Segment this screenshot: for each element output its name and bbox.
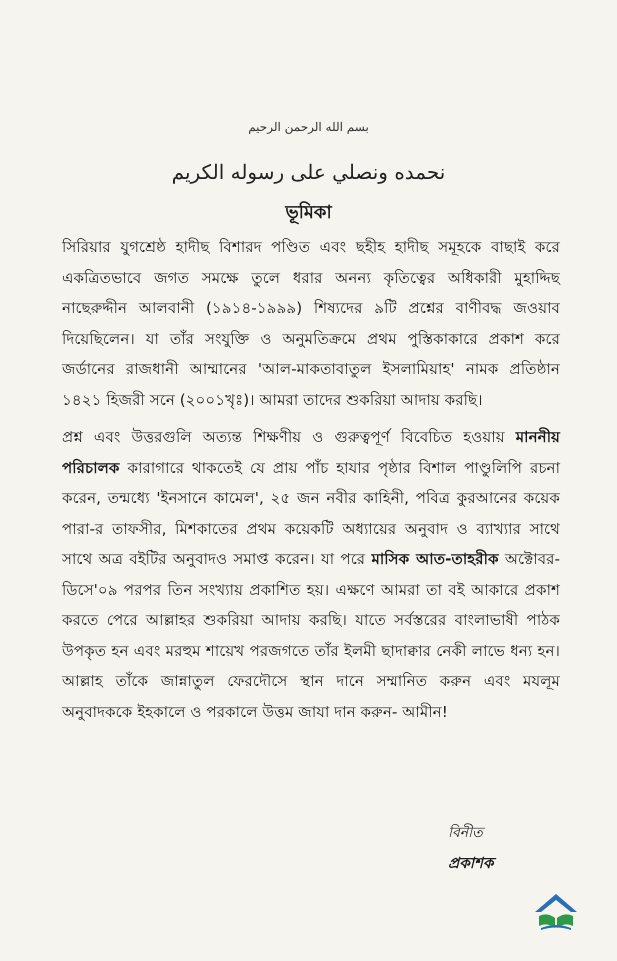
signature-publisher: প্রকাশক: [448, 854, 494, 872]
paragraph-2-part-1: প্রশ্ন এবং উত্তরগুলি অত্যন্ত শিক্ষণীয় ও গুরুত্বপূর্ণ বিবেচিত হওয়ায়: [62, 428, 516, 446]
paragraph-2: [62, 422, 560, 727]
publisher-logo-icon: [533, 892, 579, 932]
bismillah-text: بسم الله الرحمن الرحيم: [248, 120, 369, 134]
paragraph-2-part-3: অক্টোবর-ডিসে'০৯ পরপর তিন সংখ্যায় প্রকাশিত হয়। এক্ষণে আমরা তা বই আকারে প্রকাশ করতে পেরে আল্লাহর শুকরিয়া আদায় করছি। যাতে সর্বস্তরের বাংলাভাষী পাঠক উপকৃত হন এবং মরহুম শায়েখ পরজগতে তাঁর ইলমী ছাদাক্বার নেকী লাভে ধন্য হন। আল্লাহ তাঁকে জান্নাতুল ফেরদৌসে স্থান দানে সম্মানিত করুন এবং মযলূম অনুবাদককে ইহকালে ও পরকালে উত্তম জাযা দান করুন- আমীন!: [62, 550, 560, 721]
logo-roof-mark: [535, 894, 577, 912]
logo-base-mark: [541, 925, 571, 930]
page-title: ভূমিকা: [285, 202, 332, 223]
paragraph-1: সিরিয়ার যুগশ্রেষ্ঠ হাদীছ বিশারদ পণ্ডিত এবং ছহীহ হাদীছ সমূহকে বাছাই করে একত্রিতভাবে জগত সমক্ষে তুলে ধরার অনন্য কৃতিত্বের অধিকারী মুহাদ্দিছ নাছেরুদ্দীন আলবানী (১৯১৪-১৯৯৯) শিষ্যদের ৯টি প্রশ্নের বাণীবদ্ধ জওয়াব দিয়েছিলেন। যা তাঁর সংযুক্তি ও অনুমতিক্রমে প্রথম পুস্তিকাকারে প্রকাশ করে জর্ডানের রাজধানী আম্মানের 'আল-মাকতাবাতুল ইসলামিয়াহ' নামক প্রতিষ্ঠান ১৪২১ হিজরী সনে (২০০১খৃঃ)। আমরা তাদের শুকরিয়া আদায় করছি।: [62, 238, 560, 409]
paragraph-2-part-2: কারাগারে থাকতেই যে প্রায় পাঁচ হাযার পৃষ্ঠার বিশাল পাণ্ডুলিপি রচনা করেন, তন্মধ্যে 'ইনসানে কামেল', ২৫ জন নবীর কাহিনী, পবিত্র কুরআনের কয়েক পারা-র তাফসীর, মিশকাতের প্রথম কয়েকটি অধ্যায়ের অনুবাদ ও ব্যাখ্যার সাথে সাথে অত্র বইটির অনুবাদও সমাপ্ত করেন। যা পরে: [62, 458, 560, 568]
signature-humbly: বিনীত: [448, 825, 483, 841]
arabic-praise-text: نحمده ونصلي على رسوله الكريم: [171, 160, 446, 184]
bold-monthly-at-tahreek: মাসিক আত-তাহরীক: [371, 550, 499, 568]
bold-honorable-director: মাননীয় পরিচালক: [62, 428, 560, 477]
preface-body: [62, 232, 560, 727]
signature-block: [448, 818, 493, 878]
